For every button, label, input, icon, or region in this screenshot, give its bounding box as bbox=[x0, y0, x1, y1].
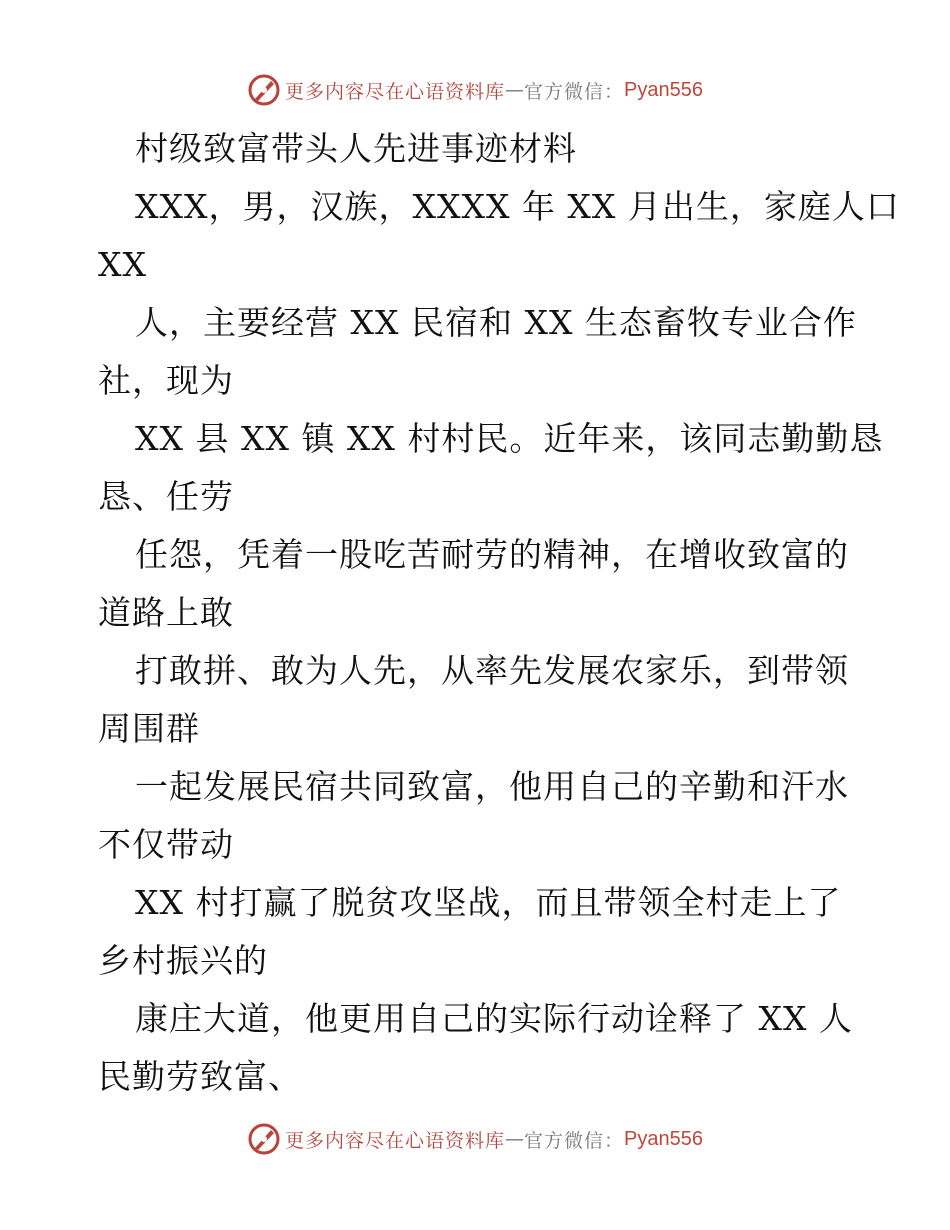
footer-watermark bbox=[0, 1119, 950, 1159]
watermark-wechat-label: 官方微信： bbox=[524, 80, 625, 103]
header-watermark bbox=[0, 70, 950, 110]
paragraph-line: 人，主要经营 XX 民宿和 XX 生态畜牧专业合作 bbox=[135, 303, 857, 342]
paragraph-line: 康庄大道，他更用自己的实际行动诠释了 XX 人 bbox=[135, 999, 853, 1038]
paragraph-line: 乡村振兴的 bbox=[98, 941, 268, 980]
watermark-wechat-id: Pyan556 bbox=[624, 78, 703, 101]
watermark-wechat-label: 官方微信： bbox=[524, 1129, 625, 1152]
quill-pen-logo-icon bbox=[247, 1122, 281, 1156]
watermark-site-text: 更多内容尽在心语资料库 bbox=[285, 1129, 506, 1152]
document-body bbox=[98, 120, 900, 1106]
paragraph-line: XXX，男，汉族，XXXX 年 XX 月出生，家庭人口 bbox=[135, 187, 900, 226]
paragraph-line: 道路上敢 bbox=[98, 593, 234, 632]
watermark-dash: — bbox=[505, 1128, 525, 1150]
paragraph-line: 任怨，凭着一股吃苦耐劳的精神，在增收致富的 bbox=[135, 535, 849, 574]
paragraph-line: 打敢拼、敢为人先，从率先发展农家乐，到带领 bbox=[135, 651, 849, 690]
watermark-wechat-id: Pyan556 bbox=[624, 1127, 703, 1150]
paragraph-line: XX 县 XX 镇 XX 村村民。近年来，该同志勤勤恳 bbox=[135, 419, 884, 458]
paragraph-line: XX bbox=[98, 245, 147, 284]
watermark-dash: — bbox=[505, 79, 525, 101]
paragraph-line: 恳、任劳 bbox=[98, 477, 234, 516]
paragraph-line: 社，现为 bbox=[98, 361, 234, 400]
paragraph-line: 周围群 bbox=[98, 709, 200, 748]
paragraph-line: 民勤劳致富、 bbox=[98, 1057, 302, 1096]
paragraph-line: 不仅带动 bbox=[98, 825, 234, 864]
watermark-site-text: 更多内容尽在心语资料库 bbox=[285, 80, 506, 103]
paragraph-line: XX 村打赢了脱贫攻坚战，而且带领全村走上了 bbox=[135, 883, 842, 922]
quill-pen-logo-icon bbox=[247, 73, 281, 107]
document-title: 村级致富带头人先进事迹材料 bbox=[135, 129, 577, 168]
paragraph-line: 一起发展民宿共同致富，他用自己的辛勤和汗水 bbox=[135, 767, 849, 806]
